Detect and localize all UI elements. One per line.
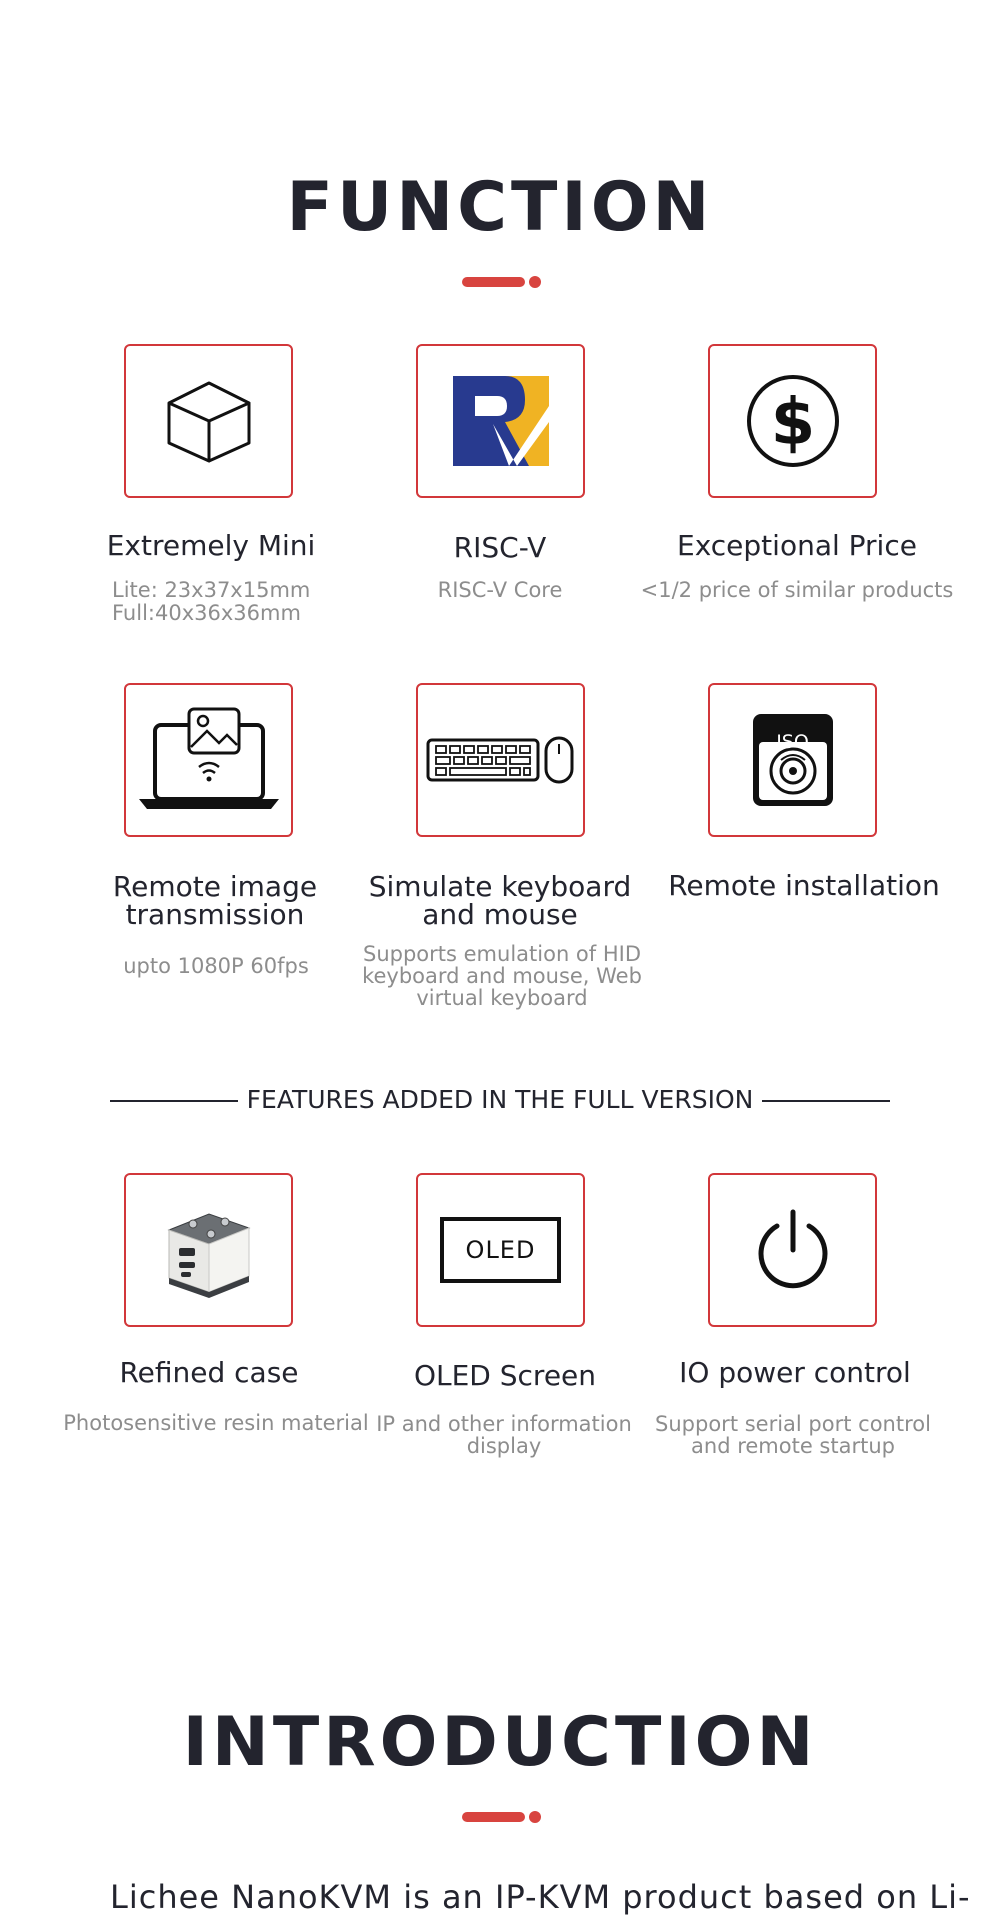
oled-icon-text: OLED [465, 1236, 536, 1264]
svg-text:$: $ [770, 386, 815, 460]
title-underline-dot [529, 276, 541, 288]
feature-card-io-power [708, 1173, 877, 1327]
feature-title: Exceptional Price [677, 529, 917, 562]
feature-card-exceptional-price [708, 344, 877, 498]
feature-description: Photosensitive resin material [63, 1411, 369, 1435]
function-section-title: FUNCTION [286, 168, 714, 247]
feature-title: Remote installation [668, 869, 940, 902]
feature-description: <1/2 price of similar products [640, 578, 954, 602]
introduction-section-title: INTRODUCTION [182, 1703, 818, 1782]
introduction-paragraph: Lichee NanoKVM is an IP-KVM product based on Li- [110, 1878, 971, 1916]
feature-title: Remote image transmission [112, 870, 318, 931]
feature-title: RISC-V [453, 531, 547, 564]
feature-card-refined-case [124, 1173, 293, 1327]
feature-title: OLED Screen [413, 1359, 597, 1392]
feature-card-extremely-mini [124, 344, 293, 498]
divider-line-left [110, 1100, 238, 1102]
title-underline-bar [462, 1812, 525, 1822]
full-version-divider-label: FEATURES ADDED IN THE FULL VERSION [246, 1085, 754, 1114]
feature-title: IO power control [679, 1356, 911, 1389]
feature-card-remote-installation [708, 683, 877, 837]
divider-line-right [762, 1100, 890, 1102]
iso-label: ISO [776, 731, 809, 753]
title-underline-dot [529, 1811, 541, 1823]
feature-card-risc-v [416, 344, 585, 498]
feature-card-keyboard-mouse [416, 683, 585, 837]
feature-description: Support serial port control and remote startup [655, 1412, 931, 1458]
feature-description: Lite: 23x37x15mm Full:40x36x36mm [112, 578, 311, 625]
feature-title: Extremely Mini [106, 529, 316, 562]
feature-description: IP and other information display [376, 1412, 632, 1458]
oled-screen-icon [440, 1217, 561, 1283]
title-underline-bar [462, 277, 525, 287]
risc-v-logo-icon [453, 376, 549, 466]
keyboard-mouse-icon [426, 730, 576, 790]
cube-icon [161, 373, 257, 469]
dollar-coin-icon [745, 373, 841, 469]
iso-disk-icon [751, 712, 835, 808]
feature-description: upto 1080P 60fps [123, 954, 309, 978]
power-icon [753, 1208, 833, 1292]
feature-title: Refined case [119, 1356, 299, 1389]
device-case-icon [159, 1200, 259, 1300]
feature-card-remote-image [124, 683, 293, 837]
feature-description: RISC-V Core [437, 578, 563, 602]
feature-title: Simulate keyboard and mouse [368, 870, 632, 931]
feature-card-oled-screen [416, 1173, 585, 1327]
laptop-image-wifi-icon [139, 705, 279, 815]
feature-description: Supports emulation of HID keyboard and mouse, Web virtual keyboard [362, 942, 642, 1010]
